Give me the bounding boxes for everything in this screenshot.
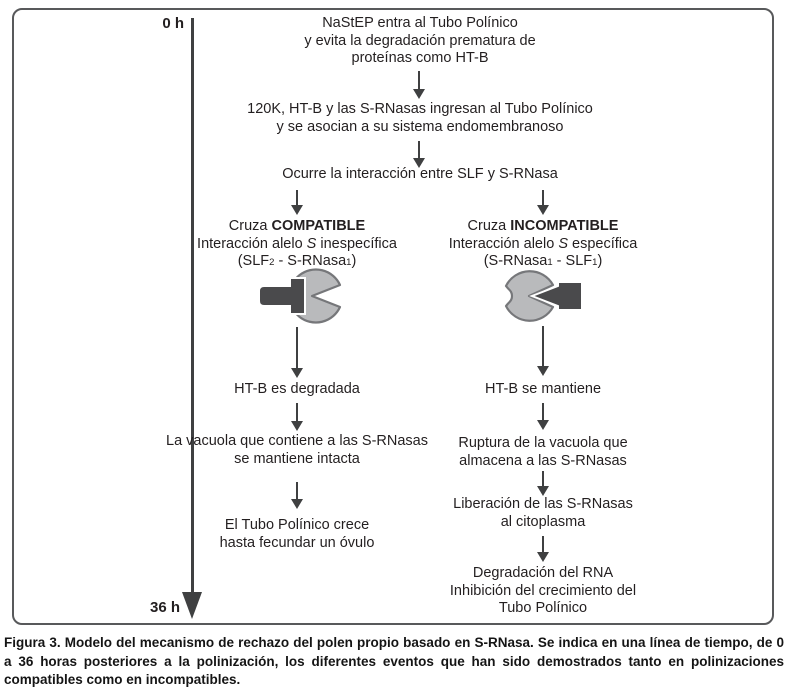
formula-subscript: 1 <box>592 257 598 268</box>
down-arrow-icon <box>291 403 303 431</box>
flow-step-line: La vacuola que contiene a las S-RNasas <box>166 433 428 449</box>
timeline-end-label: 36 h <box>149 599 180 616</box>
formula-subscript: 2 <box>269 257 275 268</box>
slf-srnase-nonspecific-icon <box>256 267 348 325</box>
branch-subtitle-post: específica <box>567 235 638 252</box>
flow-step-line: proteínas como HT-B <box>351 50 489 66</box>
flow-step-line: almacena a las S-RNasas <box>459 452 627 469</box>
formula-text: (S-RNasa <box>483 253 548 269</box>
flow-step-line: NaStEP entra al Tubo Polínico <box>322 15 518 31</box>
incompatible-branch-header <box>393 218 693 272</box>
slf-shape <box>259 278 305 314</box>
branch-subtitle-post: inespecífica <box>316 235 397 252</box>
caption-text: Modelo del mecanismo de rechazo del polen propio basado en S-RNasa. Se indica en una línea de tiempo, de 0 a 36 horas posteriores a la polinización, los diferentes eventos que han sido demostrados tanto en polinizaciones compatibles como en incompatibles. <box>4 635 784 687</box>
flow-step-interaction: Ocurre la interacción entre SLF y S-RNasa <box>282 166 558 182</box>
flow-step-line: hasta fecundar un óvulo <box>219 534 375 551</box>
s-allele-symbol: S <box>558 235 568 252</box>
branch-title-emphasis: COMPATIBLE <box>271 218 366 234</box>
flow-step-line: y se asocian a su sistema endomembranoso <box>276 118 564 135</box>
down-arrow-icon <box>291 190 303 215</box>
down-arrow-icon <box>291 482 303 509</box>
formula-text: - SLF <box>552 253 593 269</box>
incompatible-outcome <box>393 565 693 618</box>
formula-text: (SLF <box>237 253 270 269</box>
formula-subscript: 1 <box>346 257 352 268</box>
formula-text: ) <box>351 253 357 269</box>
flow-step-line: y evita la degradación prematura de <box>304 32 536 49</box>
compatible-outcome <box>147 517 447 552</box>
branch-subtitle-pre: Interacción alelo <box>448 235 559 252</box>
incompatible-step-htb: HT-B se mantiene <box>484 381 602 397</box>
flow-step-line: El Tubo Polínico crece <box>224 517 370 533</box>
formula-text: - S-RNasa <box>274 253 347 269</box>
down-arrow-icon <box>413 141 425 168</box>
down-arrow-icon <box>291 327 303 378</box>
down-arrow-icon <box>537 190 549 215</box>
down-arrow-icon <box>537 326 549 376</box>
down-arrow-icon <box>413 71 425 99</box>
flow-step-line: se mantiene intacta <box>234 450 360 467</box>
flow-step-line: Degradación del RNA <box>472 565 614 581</box>
branch-subtitle <box>393 236 693 254</box>
slf-srnase-specific-icon <box>495 267 587 325</box>
timeline-arrowhead-icon <box>182 592 202 619</box>
flow-step-line: al citoplasma <box>500 513 586 530</box>
branch-title-emphasis: INCOMPATIBLE <box>510 218 619 234</box>
down-arrow-icon <box>537 403 549 430</box>
compatible-step-htb: HT-B es degradada <box>234 381 360 397</box>
branch-title-prefix: Cruza <box>467 218 511 234</box>
flow-step-line: 120K, HT-B y las S-RNasas ingresan al Tubo Polínico <box>247 101 593 117</box>
down-arrow-icon <box>537 536 549 562</box>
s-allele-symbol: S <box>306 235 317 252</box>
figure-caption <box>4 634 784 690</box>
timeline-start-label: 0 h <box>162 15 184 32</box>
branch-title <box>393 218 693 236</box>
formula-text: ) <box>597 253 603 269</box>
flow-step-line: Tubo Polínico <box>498 600 588 616</box>
branch-subtitle-pre: Interacción alelo <box>197 235 307 252</box>
down-arrow-icon <box>537 471 549 496</box>
flow-step-line: Liberación de las S-RNasas <box>453 496 633 512</box>
formula-subscript: 1 <box>547 257 553 268</box>
flow-step-nastep <box>200 15 640 68</box>
incompatible-step-vacuole <box>393 435 693 470</box>
flow-step-line: Inhibición del crecimiento del <box>449 582 637 599</box>
flow-step-line: Ruptura de la vacuola que <box>458 435 628 451</box>
flow-step-ingress <box>180 101 660 136</box>
branch-title-prefix: Cruza <box>228 218 272 234</box>
caption-label: Figura 3. <box>4 635 61 650</box>
